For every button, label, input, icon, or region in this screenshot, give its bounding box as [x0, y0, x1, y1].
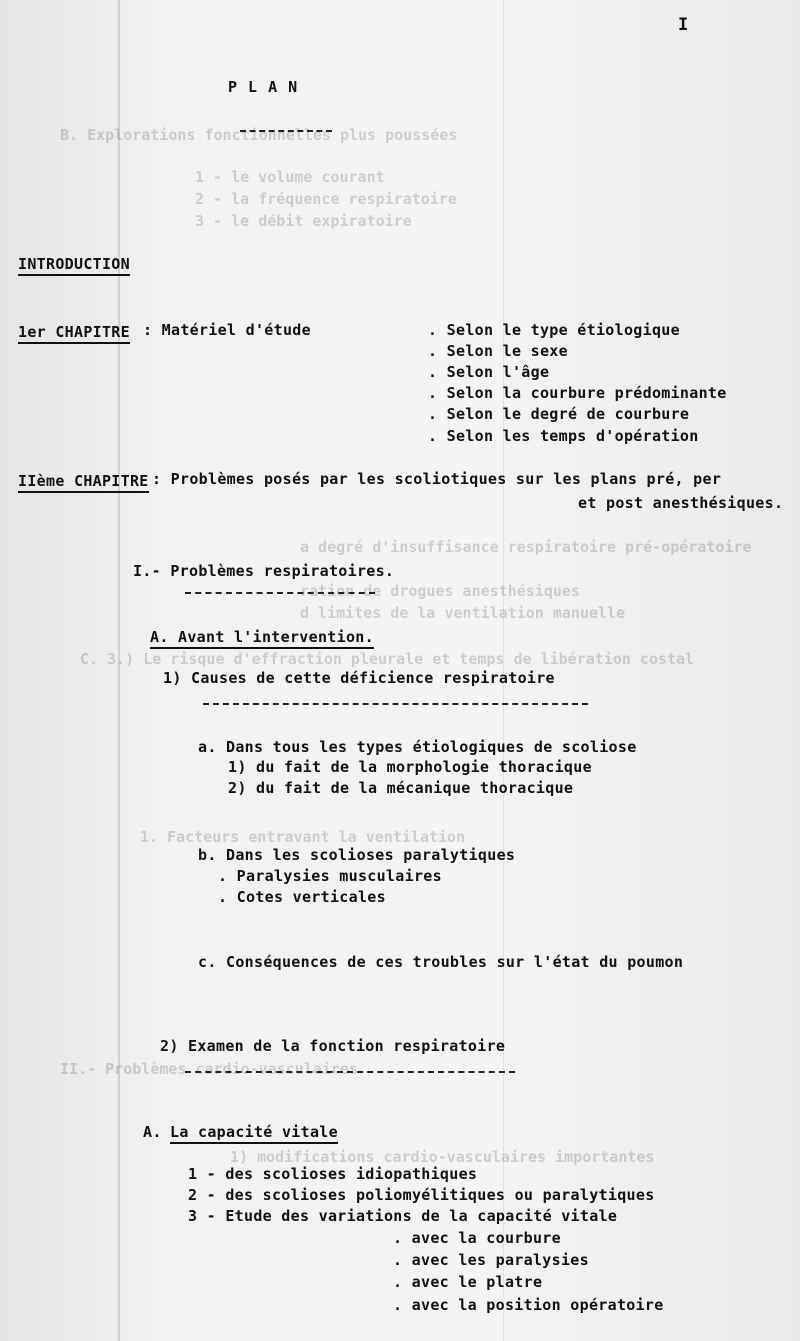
chapter-1-item: . Selon le type étiologique [428, 321, 680, 339]
chapter-1-label-text: 1er CHAPITRE [18, 323, 130, 344]
item-a-1: 1) du fait de la morphologie thoracique [228, 758, 592, 776]
section-a-heading [150, 628, 374, 646]
item-c: c. Conséquences de ces troubles sur l'état du poumon [198, 953, 684, 971]
title-underline [240, 130, 332, 132]
capacite-vitale-heading [170, 1123, 338, 1141]
show-through-text: 1) modifications cardio-vasculaires importantes [230, 1148, 655, 1166]
show-through-text: 1. Facteurs entravant la ventilation [140, 828, 466, 846]
introduction-label: INTRODUCTION [18, 255, 130, 276]
subsection-1-underline [203, 703, 588, 705]
item-b-1: . Paralysies musculaires [218, 867, 442, 885]
cv-item-3: 3 - Etude des variations de la capacité vitale [188, 1207, 618, 1225]
show-through-text: 2 - la fréquence respiratoire [195, 190, 457, 208]
show-through-text: II.- Problèmes cardio-vasculaires [60, 1060, 359, 1078]
subsection-1-heading: 1) Causes de cette déficience respiratoire [163, 669, 555, 687]
page-fold-line [118, 0, 120, 1341]
chapter-1-label [18, 323, 130, 341]
cv-item-2: 2 - des scolioses poliomyélitiques ou paralytiques [188, 1186, 655, 1204]
cv-variation-item: . avec la courbure [393, 1229, 561, 1247]
part-1-underline [185, 592, 375, 594]
item-a: a. Dans tous les types étiologiques de scoliose [198, 738, 637, 756]
page-title: P L A N [228, 78, 299, 96]
item-b: b. Dans les scolioses paralytiques [198, 846, 516, 864]
item-b-2: . Cotes verticales [218, 888, 386, 906]
capacite-vitale-title: La capacité vitale [170, 1123, 338, 1144]
cv-variation-item: . avec le platre [393, 1273, 543, 1291]
show-through-text: 3 - le débit expiratoire [195, 212, 412, 230]
show-through-text: C. 3.) Le risque d'effraction pleurale et temps de libération costal [80, 650, 695, 668]
show-through-text: 1 - le volume courant [195, 168, 385, 186]
chapter-1-item: . Selon les temps d'opération [428, 427, 699, 445]
section-a-heading-text: A. Avant l'intervention. [150, 628, 374, 649]
part-1-heading: I.- Problèmes respiratoires. [133, 562, 395, 580]
cv-variation-item: . avec les paralysies [393, 1251, 589, 1269]
item-a-2: 2) du fait de la mécanique thoracique [228, 779, 574, 797]
chapter-1-title: : Matériel d'étude [143, 321, 311, 339]
page-number: I [678, 15, 689, 35]
chapter-2-label [18, 472, 149, 490]
chapter-2-title-line2: et post anesthésiques. [578, 494, 784, 512]
chapter-1-item: . Selon le degré de courbure [428, 405, 690, 423]
chapter-2-label-text: IIème CHAPITRE [18, 472, 149, 493]
chapter-1-item: . Selon le sexe [428, 342, 568, 360]
introduction-heading [18, 255, 130, 273]
chapter-1-item: . Selon l'âge [428, 363, 550, 381]
show-through-text: ration de drogues anesthésiques [300, 582, 580, 600]
show-through-text: d limites de la ventilation manuelle [300, 604, 626, 622]
cv-variation-item: . avec la position opératoire [393, 1296, 664, 1314]
subsection-2-underline [185, 1071, 515, 1073]
capacite-vitale-letter: A. [143, 1123, 162, 1141]
show-through-text: a degré d'insuffisance respiratoire pré-opératoire [300, 538, 752, 556]
chapter-1-item: . Selon la courbure prédominante [428, 384, 727, 402]
subsection-2-heading: 2) Examen de la fonction respiratoire [160, 1037, 506, 1055]
chapter-2-title-line1: : Problèmes posés par les scoliotiques sur les plans pré, per [152, 470, 722, 488]
cv-item-1: 1 - des scolioses idiopathiques [188, 1165, 478, 1183]
show-through-text: B. Explorations fonctionnelles plus poussées [60, 126, 458, 144]
